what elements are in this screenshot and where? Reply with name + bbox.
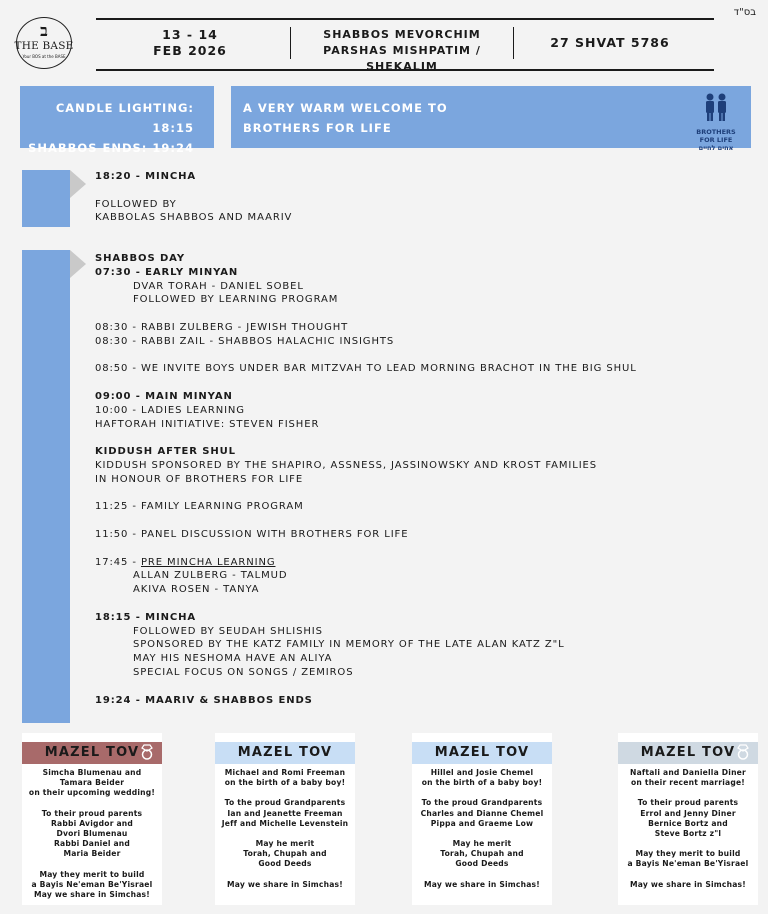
schedule-line: KABBOLAS SHABBOS AND MAARIV	[95, 212, 293, 224]
card-line: Dvori Blumenau	[56, 829, 128, 839]
card-line: Rabbi Daniel and	[53, 839, 131, 849]
mazel-tov-card	[618, 733, 758, 905]
header-top-rule	[96, 18, 714, 20]
card-spacer	[25, 799, 159, 809]
schedule-line: HAFTORAH INITIATIVE: STEVEN FISHER	[95, 418, 320, 430]
parsha-line-1: SHABBOS MEVORCHIM	[323, 28, 481, 41]
card-spacer	[415, 788, 549, 798]
card-line: May we share in Simchas!	[424, 879, 540, 889]
card-line: Michael and Romi Freeman	[224, 768, 346, 777]
card-line: To the proud Grandparents	[421, 798, 543, 808]
shabbos-schedule	[95, 252, 637, 707]
card-line: Hillel and Josie Chemel	[430, 768, 534, 777]
parsha-line-2: PARSHAS MISHPATIM / SHEKALIM	[323, 44, 481, 73]
card-body	[215, 765, 355, 890]
card-line: Pippa and Graeme Low	[430, 818, 534, 828]
schedule-line: IN HONOUR OF BROTHERS FOR LIFE	[95, 473, 304, 485]
schedule-line: SHABBOS DAY	[95, 253, 185, 264]
schedule-line: KIDDUSH SPONSORED BY THE SHAPIRO, ASSNESS, JASSINOWSKY AND KROST FAMILIES	[95, 459, 598, 471]
card-line: on the birth of a baby boy!	[224, 778, 346, 788]
header-parsha	[290, 27, 514, 73]
schedule-line: 11:25 - FAMILY LEARNING PROGRAM	[95, 501, 304, 513]
card-line: on their upcoming wedding!	[28, 788, 156, 798]
mazel-tov-card	[215, 733, 355, 905]
card-line: on their recent marriage!	[631, 778, 745, 788]
date-month-year: FEB 2026	[153, 43, 227, 58]
schedule-line: SPECIAL FOCUS ON SONGS / ZEMIROS	[133, 666, 354, 678]
card-line: Tamara Beider	[59, 778, 125, 788]
schedule-line: AKIVA ROSEN - TANYA	[133, 584, 260, 596]
card-line: May we share in Simchas!	[227, 879, 343, 889]
schedule-time: 17:45 -	[95, 556, 141, 568]
card-header	[618, 733, 758, 765]
schedule-line: SPONSORED BY THE KATZ FAMILY IN MEMORY OF THE LATE ALAN KATZ Z"L	[133, 639, 565, 651]
card-spacer	[25, 860, 159, 870]
card-body	[412, 765, 552, 890]
card-title: MAZEL TOV	[412, 742, 552, 764]
friday-schedule	[95, 170, 292, 225]
friday-arrow-icon	[70, 170, 86, 198]
card-header	[215, 733, 355, 765]
card-spacer	[218, 788, 352, 798]
shabbos-arrow-icon	[70, 250, 86, 278]
welcome-line-2: BROTHERS FOR LIFE	[243, 121, 392, 135]
mazel-tov-card	[22, 733, 162, 905]
header-date	[140, 27, 240, 59]
soldiers-icon	[693, 92, 739, 122]
welcome-line-1: A VERY WARM WELCOME TO	[243, 101, 448, 115]
the-base-logo	[16, 17, 72, 69]
card-line: Torah, Chupah and	[243, 849, 327, 859]
date-days: 13 - 14	[162, 27, 218, 42]
shabbos-ends-time: SHABBOS ENDS: 19:24	[28, 141, 194, 155]
schedule-spacer	[95, 514, 637, 528]
schedule-line: 11:50 - PANEL DISCUSSION WITH BROTHERS FOR LIFE	[95, 528, 409, 540]
schedule-spacer	[95, 184, 292, 198]
schedule-spacer	[95, 307, 637, 321]
card-spacer	[218, 829, 352, 839]
brothers-for-life-logo-text: BROTHERS FOR LIFE אחים לחיים	[696, 128, 736, 152]
card-line: May we share in Simchas!	[34, 890, 150, 900]
card-line: Torah, Chupah and	[440, 849, 524, 859]
card-line: Good Deeds	[258, 859, 312, 869]
schedule-line: 09:00 - MAIN MINYAN	[95, 390, 233, 402]
schedule-line: FOLLOWED BY	[95, 198, 177, 210]
schedule-line: 18:20 - MINCHA	[95, 171, 197, 182]
schedule-line: DVAR TORAH - DANIEL SOBEL	[133, 280, 304, 292]
card-line: May they merit to build	[635, 849, 741, 859]
schedule-spacer	[95, 680, 637, 694]
card-line: a Bayis Ne'eman Be'Yisrael	[627, 859, 749, 869]
mazel-tov-card	[412, 733, 552, 905]
card-line: a Bayis Ne'eman Be'Yisrael	[31, 879, 153, 889]
shabbos-section-bar	[22, 250, 70, 723]
bsd-mark: בס"ד	[733, 7, 756, 18]
candle-lighting-time: CANDLE LIGHTING: 18:15	[55, 101, 194, 135]
schedule-line: 19:24 - MAARIV & SHABBOS ENDS	[95, 694, 313, 706]
card-line: Charles and Dianne Chemel	[420, 808, 544, 818]
card-line: Maria Beider	[63, 849, 121, 859]
card-title: MAZEL TOV	[22, 742, 162, 764]
schedule-line: 07:30 - EARLY MINYAN	[95, 266, 239, 278]
schedule-line	[95, 556, 637, 570]
card-line: May he merit	[255, 839, 315, 849]
logo-glyph: ב	[40, 21, 48, 40]
card-line: To the proud Grandparents	[224, 798, 346, 808]
schedule-line: FOLLOWED BY LEARNING PROGRAM	[133, 294, 339, 306]
card-line: Bernice Bortz and	[648, 818, 728, 828]
card-line: Naftali and Daniella Diner	[630, 768, 746, 777]
card-line: Errol and Jenny Diner	[640, 808, 736, 818]
schedule-line: 08:30 - RABBI ZULBERG - JEWISH THOUGHT	[95, 321, 349, 333]
card-title: MAZEL TOV	[215, 742, 355, 764]
schedule-line: 18:15 - MINCHA	[95, 611, 197, 623]
card-spacer	[415, 829, 549, 839]
welcome-box	[231, 86, 751, 152]
card-line: Good Deeds	[455, 859, 509, 869]
card-line: Rabbi Avigdor and	[50, 818, 134, 828]
friday-section-bar	[22, 170, 70, 227]
card-spacer	[218, 870, 352, 880]
card-spacer	[621, 870, 755, 880]
card-body	[22, 765, 162, 900]
ring-icon	[736, 744, 750, 764]
schedule-line: MAY HIS NESHOMA HAVE AN ALIYA	[133, 653, 333, 665]
card-spacer	[621, 839, 755, 849]
logo-name: THE BASE	[14, 40, 74, 52]
schedule-spacer	[95, 542, 637, 556]
header-hebrew-date: 27 SHVAT 5786	[550, 35, 670, 50]
ring-icon	[140, 744, 154, 764]
schedule-line: 08:30 - RABBI ZAIL - SHABBOS HALACHIC INSIGHTS	[95, 335, 395, 347]
card-spacer	[415, 870, 549, 880]
card-header	[412, 733, 552, 765]
schedule-spacer	[95, 376, 637, 390]
schedule-line: KIDDUSH AFTER SHUL	[95, 446, 236, 458]
card-line: Simcha Blumenau and	[42, 768, 142, 777]
schedule-spacer	[95, 487, 637, 501]
schedule-spacer	[95, 431, 637, 445]
schedule-line: 08:50 - WE INVITE BOYS UNDER BAR MITZVAH TO LEAD MORNING BRACHOT IN THE BIG SHUL	[95, 363, 637, 375]
schedule-line: 10:00 - LADIES LEARNING	[95, 404, 245, 416]
schedule-underlined-title: PRE MINCHA LEARNING	[140, 556, 276, 568]
schedule-spacer	[95, 349, 637, 363]
card-line: Jeff and Michelle Levenstein	[221, 818, 349, 828]
card-line: May we share in Simchas!	[630, 879, 746, 889]
times-box	[20, 86, 214, 155]
schedule-line: FOLLOWED BY SEUDAH SHLISHIS	[133, 625, 323, 637]
card-header	[22, 733, 162, 765]
card-title: MAZEL TOV	[618, 742, 758, 764]
card-line: May they merit to build	[39, 869, 145, 879]
card-spacer	[621, 788, 755, 798]
logo-tagline: Your BOS at the BASE	[22, 54, 66, 59]
card-line: on the birth of a baby boy!	[421, 778, 543, 788]
card-body	[618, 765, 758, 890]
card-line: To their proud parents	[41, 808, 143, 818]
card-line: Steve Bortz z"l	[654, 829, 722, 839]
card-line: To their proud parents	[637, 798, 739, 808]
card-line: Ian and Jeanette Freeman	[227, 808, 343, 818]
brothers-for-life-logo	[693, 92, 739, 152]
schedule-line: ALLAN ZULBERG - TALMUD	[133, 570, 288, 582]
schedule-spacer	[95, 597, 637, 611]
card-line: May he merit	[452, 839, 512, 849]
